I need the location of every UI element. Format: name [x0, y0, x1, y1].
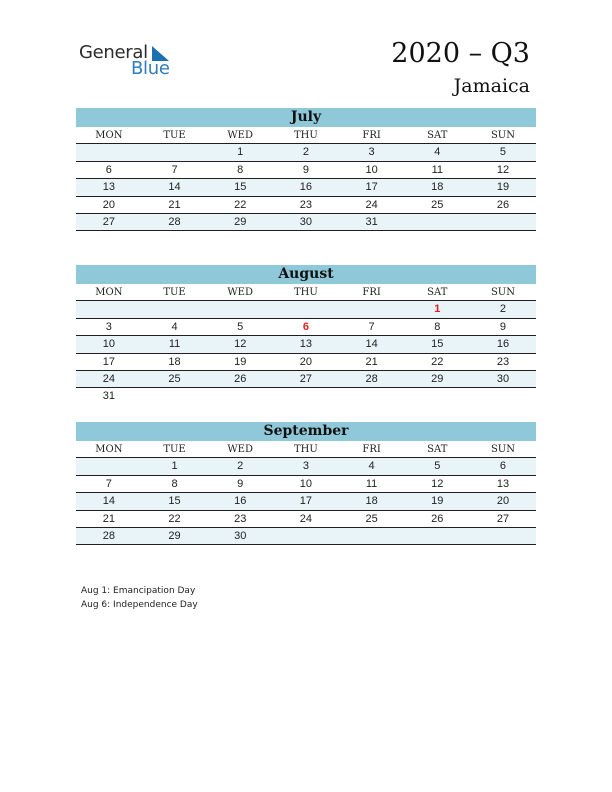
day-cell: 18	[168, 355, 181, 368]
weekday-label: TUE	[163, 130, 186, 141]
day-cell: 11	[168, 338, 181, 351]
day-cell: 13	[299, 338, 313, 351]
day-cell: 16	[496, 338, 510, 351]
day-cell: 24	[102, 372, 115, 385]
day-cell: 13	[102, 181, 115, 194]
day-cell: 18	[431, 181, 444, 194]
logo-general-text: General	[79, 42, 148, 63]
day-cell: 16	[299, 181, 313, 194]
holiday-note: Aug 1: Emancipation Day	[81, 586, 196, 596]
day-cell	[273, 388, 339, 405]
day-cell: 28	[102, 529, 115, 542]
week-row	[76, 162, 536, 179]
weekday-label: THU	[293, 287, 318, 298]
weekday-label: THU	[293, 130, 318, 141]
day-cell: 25	[365, 512, 378, 525]
day-cell: 19	[496, 181, 510, 194]
weekday-label: SAT	[427, 287, 448, 298]
month-name: August	[76, 265, 536, 284]
weekday-label: WED	[227, 130, 254, 141]
week-row	[76, 336, 536, 353]
day-cell: 16	[234, 495, 247, 508]
day-cell: 4	[434, 146, 441, 159]
week-row	[76, 476, 536, 493]
day-cell: 14	[102, 495, 115, 508]
day-cell: 23	[299, 198, 313, 211]
weekday-label: THU	[293, 444, 318, 455]
month-september	[76, 422, 536, 545]
weekday-label: TUE	[163, 444, 186, 455]
day-cell: 2	[302, 146, 309, 159]
day-cell	[76, 144, 142, 160]
day-cell: 12	[496, 163, 510, 176]
holiday-day-cell: 1	[434, 303, 441, 316]
day-cell: 21	[102, 512, 115, 525]
day-cell: 9	[237, 477, 244, 490]
day-cell: 7	[171, 163, 178, 176]
day-cell: 1	[171, 460, 178, 473]
day-cell: 30	[234, 529, 247, 542]
day-cell	[470, 214, 536, 230]
day-cell	[404, 388, 470, 405]
day-cell	[76, 458, 142, 474]
day-cell: 25	[168, 372, 181, 385]
weekday-label: SUN	[490, 444, 515, 455]
day-cell: 4	[368, 460, 375, 473]
day-cell: 19	[234, 355, 247, 368]
week-row	[76, 511, 536, 528]
day-cell: 28	[365, 372, 378, 385]
day-cell	[339, 301, 405, 317]
day-cell: 20	[299, 355, 313, 368]
day-cell	[470, 388, 536, 405]
day-cell: 6	[105, 163, 112, 176]
day-cell: 17	[365, 181, 378, 194]
day-cell: 23	[234, 512, 247, 525]
day-cell: 30	[496, 372, 510, 385]
day-cell: 11	[431, 163, 443, 176]
day-cell: 22	[234, 198, 247, 211]
month-july	[76, 108, 536, 231]
holiday-notes	[81, 584, 198, 612]
weekday-header-row	[76, 127, 536, 144]
week-row	[76, 301, 536, 318]
week-row	[76, 197, 536, 214]
weekday-label: FRI	[362, 287, 381, 298]
day-cell: 17	[102, 355, 115, 368]
month-name: July	[76, 108, 536, 127]
day-cell	[207, 301, 273, 317]
week-row	[76, 214, 536, 231]
holiday-day-cell: 6	[302, 320, 309, 333]
day-cell: 24	[299, 512, 313, 525]
day-cell: 10	[365, 163, 378, 176]
week-row	[76, 371, 536, 388]
day-cell: 27	[496, 512, 510, 525]
day-cell: 3	[302, 460, 309, 473]
weekday-label: MON	[95, 444, 123, 455]
weekday-label: SUN	[490, 130, 515, 141]
day-cell: 4	[171, 320, 178, 333]
week-row	[76, 144, 536, 161]
logo-blue-text: Blue	[131, 58, 170, 79]
day-cell: 7	[105, 477, 112, 490]
day-cell: 15	[234, 181, 247, 194]
day-cell	[142, 144, 208, 160]
day-cell: 13	[496, 477, 510, 490]
day-cell: 12	[234, 338, 247, 351]
day-cell: 2	[499, 303, 507, 316]
day-cell	[207, 388, 273, 405]
day-cell: 8	[434, 320, 441, 333]
page-title: 2020 – Q3	[391, 38, 530, 69]
day-cell: 9	[302, 163, 309, 176]
day-cell: 29	[431, 372, 444, 385]
generalblue-logo	[79, 42, 179, 82]
weekday-label: WED	[227, 444, 254, 455]
week-row	[76, 388, 536, 405]
day-cell: 27	[299, 372, 313, 385]
day-cell: 31	[365, 215, 378, 228]
day-cell: 29	[168, 529, 181, 542]
day-cell	[339, 528, 405, 544]
day-cell: 17	[299, 495, 313, 508]
week-row	[76, 179, 536, 196]
day-cell: 3	[105, 320, 112, 333]
holiday-note: Aug 6: Independence Day	[81, 600, 198, 610]
week-row	[76, 354, 536, 371]
day-cell: 23	[496, 355, 510, 368]
weekday-label: TUE	[163, 287, 186, 298]
day-cell: 10	[102, 338, 115, 351]
day-cell: 21	[168, 198, 181, 211]
day-cell: 29	[234, 215, 247, 228]
day-cell: 18	[365, 495, 378, 508]
day-cell: 28	[168, 215, 181, 228]
day-cell	[470, 528, 536, 544]
day-cell: 8	[171, 477, 178, 490]
day-cell: 8	[237, 163, 244, 176]
weekday-header-row	[76, 284, 536, 301]
week-row	[76, 458, 536, 475]
country-subtitle: Jamaica	[453, 75, 530, 97]
day-cell: 30	[299, 215, 313, 228]
weekday-label: SAT	[427, 444, 448, 455]
day-cell: 5	[237, 320, 244, 333]
day-cell: 15	[168, 495, 181, 508]
day-cell: 21	[365, 355, 378, 368]
day-cell: 3	[368, 146, 375, 159]
day-cell: 12	[431, 477, 444, 490]
day-cell: 11	[365, 477, 378, 490]
day-cell: 5	[434, 460, 441, 473]
day-cell: 31	[102, 390, 115, 403]
day-cell	[339, 388, 405, 405]
day-cell	[142, 388, 208, 405]
day-cell: 26	[496, 198, 510, 211]
day-cell: 1	[237, 146, 244, 159]
weekday-header-row	[76, 441, 536, 458]
day-cell	[404, 214, 470, 230]
day-cell	[273, 301, 339, 317]
weekday-label: MON	[95, 130, 123, 141]
day-cell: 7	[368, 320, 375, 333]
day-cell	[76, 301, 142, 317]
day-cell: 2	[237, 460, 244, 473]
day-cell: 9	[499, 320, 507, 333]
day-cell: 5	[499, 146, 507, 159]
month-august	[76, 265, 536, 406]
day-cell	[273, 528, 339, 544]
day-cell	[404, 528, 470, 544]
day-cell	[142, 301, 208, 317]
weekday-label: MON	[95, 287, 123, 298]
day-cell: 14	[365, 338, 378, 351]
week-row	[76, 528, 536, 545]
weekday-label: SUN	[490, 287, 515, 298]
weekday-label: FRI	[362, 444, 381, 455]
day-cell: 14	[168, 181, 181, 194]
month-name: September	[76, 422, 536, 441]
day-cell: 6	[499, 460, 507, 473]
weekday-label: SAT	[427, 130, 448, 141]
day-cell: 10	[299, 477, 313, 490]
day-cell: 25	[431, 198, 444, 211]
day-cell: 20	[102, 198, 115, 211]
day-cell: 20	[496, 495, 510, 508]
day-cell: 27	[102, 215, 115, 228]
day-cell: 15	[431, 338, 444, 351]
week-row	[76, 319, 536, 336]
day-cell: 22	[168, 512, 181, 525]
day-cell: 19	[431, 495, 444, 508]
week-row	[76, 493, 536, 510]
weekday-label: WED	[227, 287, 254, 298]
day-cell: 22	[431, 355, 444, 368]
day-cell: 24	[365, 198, 378, 211]
day-cell: 26	[431, 512, 444, 525]
day-cell: 26	[234, 372, 247, 385]
weekday-label: FRI	[362, 130, 381, 141]
